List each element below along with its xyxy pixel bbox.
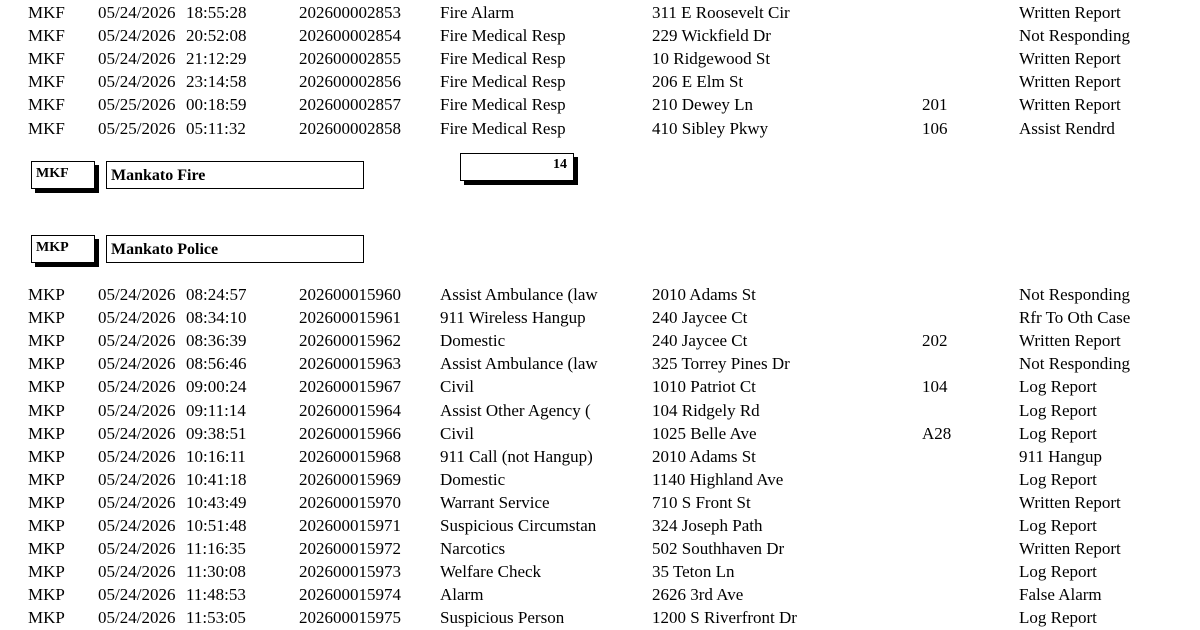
call-nature-cell: Civil bbox=[440, 377, 475, 397]
address-cell: 410 Sibley Pkwy bbox=[652, 118, 769, 138]
disposition-cell: Log Report bbox=[1019, 377, 1097, 397]
case-number-cell: 202600015971 bbox=[299, 516, 401, 535]
table-row bbox=[0, 537, 1200, 560]
call-nature-cell: Civil bbox=[440, 423, 475, 443]
time-cell: 09:11:14 bbox=[186, 400, 246, 420]
case-number-cell: 202600002858 bbox=[299, 118, 401, 138]
time-cell: 10:51:48 bbox=[186, 516, 247, 535]
time-cell: 09:38:51 bbox=[186, 423, 247, 443]
time-cell: 10:16:11 bbox=[186, 446, 246, 466]
fire-call-count: 14 bbox=[553, 157, 567, 172]
call-nature-cell: Fire Medical Resp bbox=[440, 118, 566, 138]
case-number-cell: 202600002853 bbox=[299, 3, 401, 22]
disposition-cell: Not Responding bbox=[1019, 285, 1130, 304]
case-number-cell: 202600015972 bbox=[299, 539, 401, 559]
call-nature-cell: Fire Medical Resp bbox=[440, 95, 566, 115]
fire-agency-code: MKF bbox=[36, 166, 69, 181]
call-nature-cell: Assist Other Agency ( bbox=[440, 400, 591, 420]
agency-cell: MKP bbox=[28, 354, 65, 374]
case-number-cell: 202600015967 bbox=[299, 377, 401, 397]
call-nature-cell: 911 Call (not Hangup) bbox=[440, 446, 593, 466]
address-cell: 2626 3rd Ave bbox=[652, 585, 744, 605]
date-cell: 05/24/2026 bbox=[98, 3, 176, 22]
address-cell: 2010 Adams St bbox=[652, 285, 756, 304]
call-nature-cell: Alarm bbox=[440, 585, 484, 605]
disposition-cell: Written Report bbox=[1019, 49, 1121, 69]
table-row bbox=[0, 583, 1200, 606]
disposition-cell: Log Report bbox=[1019, 562, 1097, 582]
address-cell: 325 Torrey Pines Dr bbox=[652, 354, 790, 374]
unit-cell: 104 bbox=[922, 377, 948, 397]
date-cell: 05/24/2026 bbox=[98, 585, 176, 605]
disposition-cell: Written Report bbox=[1019, 539, 1121, 559]
time-cell: 10:43:49 bbox=[186, 492, 247, 512]
agency-cell: MKP bbox=[28, 469, 65, 489]
case-number-cell: 202600015966 bbox=[299, 423, 401, 443]
table-row bbox=[0, 329, 1200, 352]
table-row bbox=[0, 514, 1200, 537]
date-cell: 05/24/2026 bbox=[98, 446, 176, 466]
disposition-cell: Log Report bbox=[1019, 608, 1097, 628]
unit-cell: 202 bbox=[922, 331, 948, 351]
table-row bbox=[0, 306, 1200, 329]
disposition-cell: Log Report bbox=[1019, 400, 1097, 420]
date-cell: 05/24/2026 bbox=[98, 72, 176, 92]
date-cell: 05/24/2026 bbox=[98, 562, 176, 582]
date-cell: 05/24/2026 bbox=[98, 608, 176, 628]
disposition-cell: 911 Hangup bbox=[1019, 446, 1102, 466]
address-cell: 2010 Adams St bbox=[652, 446, 756, 466]
table-row bbox=[0, 445, 1200, 468]
address-cell: 240 Jaycee Ct bbox=[652, 331, 748, 351]
agency-cell: MKP bbox=[28, 400, 65, 420]
table-row bbox=[0, 93, 1200, 116]
agency-cell: MKF bbox=[28, 49, 65, 69]
disposition-cell: Written Report bbox=[1019, 72, 1121, 92]
table-row bbox=[0, 606, 1200, 629]
call-nature-cell: Fire Alarm bbox=[440, 3, 515, 22]
disposition-cell: Log Report bbox=[1019, 469, 1097, 489]
agency-cell: MKP bbox=[28, 446, 65, 466]
agency-cell: MKP bbox=[28, 562, 65, 582]
agency-cell: MKF bbox=[28, 95, 65, 115]
date-cell: 05/24/2026 bbox=[98, 516, 176, 535]
disposition-cell: Not Responding bbox=[1019, 354, 1130, 374]
time-cell: 11:16:35 bbox=[186, 539, 246, 559]
disposition-cell: Written Report bbox=[1019, 492, 1121, 512]
agency-cell: MKP bbox=[28, 423, 65, 443]
call-nature-cell: Welfare Check bbox=[440, 562, 542, 582]
agency-cell: MKP bbox=[28, 492, 65, 512]
call-nature-cell: Domestic bbox=[440, 331, 506, 351]
address-cell: 210 Dewey Ln bbox=[652, 95, 754, 115]
date-cell: 05/24/2026 bbox=[98, 539, 176, 559]
agency-cell: MKF bbox=[28, 26, 65, 46]
call-nature-cell: Fire Medical Resp bbox=[440, 26, 566, 46]
time-cell: 08:36:39 bbox=[186, 331, 247, 351]
call-nature-cell: Assist Ambulance (law bbox=[440, 285, 598, 304]
case-number-cell: 202600015961 bbox=[299, 308, 401, 328]
time-cell: 08:56:46 bbox=[186, 354, 247, 374]
fire-agency-code-box bbox=[31, 161, 95, 189]
agency-cell: MKP bbox=[28, 608, 65, 628]
table-row bbox=[0, 283, 1200, 306]
call-nature-cell: Fire Medical Resp bbox=[440, 72, 566, 92]
time-cell: 23:14:58 bbox=[186, 72, 247, 92]
agency-cell: MKP bbox=[28, 285, 65, 304]
address-cell: 229 Wickfield Dr bbox=[652, 26, 771, 46]
disposition-cell: Assist Rendrd bbox=[1019, 118, 1115, 138]
police-agency-code-box bbox=[31, 235, 95, 263]
disposition-cell: Log Report bbox=[1019, 516, 1097, 535]
table-row bbox=[0, 117, 1200, 140]
time-cell: 10:41:18 bbox=[186, 469, 247, 489]
address-cell: 1010 Patriot Ct bbox=[652, 377, 756, 397]
call-nature-cell: Suspicious Circumstan bbox=[440, 516, 597, 535]
unit-cell: 201 bbox=[922, 95, 948, 115]
date-cell: 05/24/2026 bbox=[98, 469, 176, 489]
table-row bbox=[0, 47, 1200, 70]
police-agency-name-box bbox=[106, 235, 364, 263]
time-cell: 21:12:29 bbox=[186, 49, 247, 69]
call-nature-cell: Suspicious Person bbox=[440, 608, 565, 628]
date-cell: 05/24/2026 bbox=[98, 354, 176, 374]
disposition-cell: Rfr To Oth Case bbox=[1019, 308, 1131, 328]
address-cell: 35 Teton Ln bbox=[652, 562, 735, 582]
address-cell: 710 S Front St bbox=[652, 492, 751, 512]
address-cell: 1025 Belle Ave bbox=[652, 423, 757, 443]
case-number-cell: 202600002856 bbox=[299, 72, 401, 92]
time-cell: 09:00:24 bbox=[186, 377, 247, 397]
call-nature-cell: Domestic bbox=[440, 469, 506, 489]
address-cell: 324 Joseph Path bbox=[652, 516, 763, 535]
table-row bbox=[0, 24, 1200, 47]
time-cell: 08:24:57 bbox=[186, 285, 247, 304]
table-row bbox=[0, 352, 1200, 375]
police-agency-name: Mankato Police bbox=[111, 241, 219, 258]
agency-cell: MKF bbox=[28, 118, 65, 138]
case-number-cell: 202600002857 bbox=[299, 95, 401, 115]
fire-call-count-box bbox=[460, 153, 574, 181]
call-nature-cell: Assist Ambulance (law bbox=[440, 354, 598, 374]
table-row bbox=[0, 422, 1200, 445]
table-row bbox=[0, 1, 1200, 24]
unit-cell: A28 bbox=[922, 423, 952, 443]
table-row bbox=[0, 375, 1200, 398]
agency-cell: MKF bbox=[28, 72, 65, 92]
address-cell: 240 Jaycee Ct bbox=[652, 308, 748, 328]
case-number-cell: 202600015970 bbox=[299, 492, 401, 512]
case-number-cell: 202600015963 bbox=[299, 354, 401, 374]
time-cell: 00:18:59 bbox=[186, 95, 247, 115]
agency-cell: MKP bbox=[28, 308, 65, 328]
address-cell: 10 Ridgewood St bbox=[652, 49, 771, 69]
disposition-cell: Not Responding bbox=[1019, 26, 1130, 46]
case-number-cell: 202600015975 bbox=[299, 608, 401, 628]
agency-cell: MKP bbox=[28, 585, 65, 605]
date-cell: 05/24/2026 bbox=[98, 308, 176, 328]
case-number-cell: 202600015962 bbox=[299, 331, 401, 351]
date-cell: 05/24/2026 bbox=[98, 377, 176, 397]
date-cell: 05/25/2026 bbox=[98, 95, 176, 115]
table-row bbox=[0, 468, 1200, 491]
table-row bbox=[0, 491, 1200, 514]
unit-cell: 106 bbox=[922, 118, 948, 138]
address-cell: 502 Southhaven Dr bbox=[652, 539, 785, 559]
address-cell: 206 E Elm St bbox=[652, 72, 744, 92]
case-number-cell: 202600002854 bbox=[299, 26, 401, 46]
time-cell: 18:55:28 bbox=[186, 3, 247, 22]
date-cell: 05/24/2026 bbox=[98, 400, 176, 420]
agency-cell: MKP bbox=[28, 331, 65, 351]
date-cell: 05/24/2026 bbox=[98, 26, 176, 46]
call-nature-cell: Narcotics bbox=[440, 539, 506, 559]
case-number-cell: 202600015969 bbox=[299, 469, 401, 489]
case-number-cell: 202600015960 bbox=[299, 285, 401, 304]
date-cell: 05/24/2026 bbox=[98, 423, 176, 443]
date-cell: 05/24/2026 bbox=[98, 49, 176, 69]
police-agency-code: MKP bbox=[36, 240, 69, 255]
table-row bbox=[0, 70, 1200, 93]
case-number-cell: 202600002855 bbox=[299, 49, 401, 69]
disposition-cell: Written Report bbox=[1019, 95, 1121, 115]
table-row bbox=[0, 399, 1200, 422]
case-number-cell: 202600015968 bbox=[299, 446, 401, 466]
time-cell: 05:11:32 bbox=[186, 118, 246, 138]
disposition-cell: Written Report bbox=[1019, 3, 1121, 22]
address-cell: 104 Ridgely Rd bbox=[652, 400, 760, 420]
address-cell: 1140 Highland Ave bbox=[652, 469, 784, 489]
disposition-cell: False Alarm bbox=[1019, 585, 1102, 605]
call-nature-cell: 911 Wireless Hangup bbox=[440, 308, 586, 328]
table-row bbox=[0, 560, 1200, 583]
case-number-cell: 202600015964 bbox=[299, 400, 401, 420]
address-cell: 311 E Roosevelt Cir bbox=[652, 3, 790, 22]
disposition-cell: Log Report bbox=[1019, 423, 1097, 443]
time-cell: 20:52:08 bbox=[186, 26, 247, 46]
agency-cell: MKP bbox=[28, 377, 65, 397]
agency-cell: MKF bbox=[28, 3, 65, 22]
date-cell: 05/24/2026 bbox=[98, 492, 176, 512]
time-cell: 08:34:10 bbox=[186, 308, 247, 328]
time-cell: 11:53:05 bbox=[186, 608, 246, 628]
fire-agency-name-box bbox=[106, 161, 364, 189]
agency-cell: MKP bbox=[28, 539, 65, 559]
time-cell: 11:30:08 bbox=[186, 562, 246, 582]
agency-cell: MKP bbox=[28, 516, 65, 535]
address-cell: 1200 S Riverfront Dr bbox=[652, 608, 797, 628]
time-cell: 11:48:53 bbox=[186, 585, 246, 605]
case-number-cell: 202600015973 bbox=[299, 562, 401, 582]
call-nature-cell: Fire Medical Resp bbox=[440, 49, 566, 69]
date-cell: 05/24/2026 bbox=[98, 331, 176, 351]
call-nature-cell: Warrant Service bbox=[440, 492, 550, 512]
fire-agency-name: Mankato Fire bbox=[111, 167, 206, 184]
date-cell: 05/24/2026 bbox=[98, 285, 176, 304]
disposition-cell: Written Report bbox=[1019, 331, 1121, 351]
case-number-cell: 202600015974 bbox=[299, 585, 401, 605]
date-cell: 05/25/2026 bbox=[98, 118, 176, 138]
